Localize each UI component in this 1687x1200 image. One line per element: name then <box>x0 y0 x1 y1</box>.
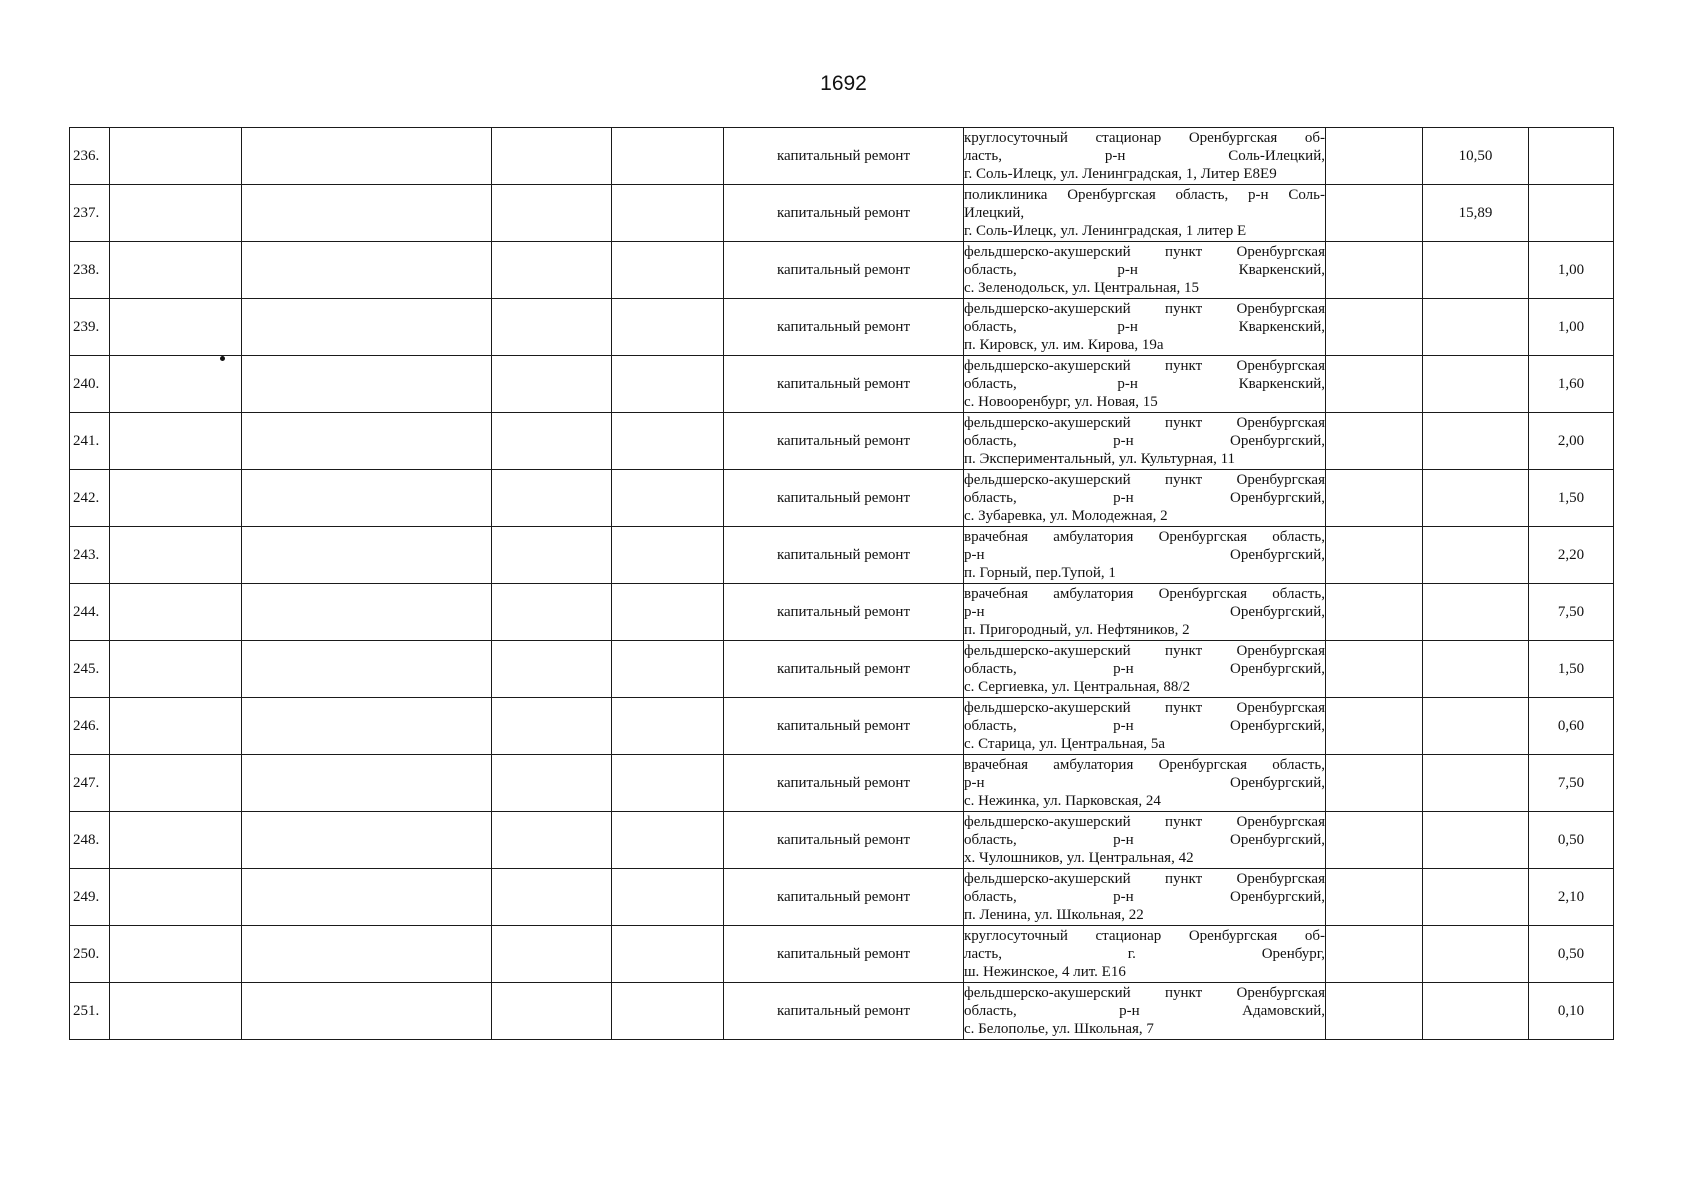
address-line-1: врачебная амбулатория Оренбургская область, <box>964 757 1325 773</box>
amount-column-a <box>1423 926 1529 983</box>
address-line-1: фельдшерско-акушерский пункт Оренбургская <box>964 358 1325 374</box>
work-type: капитальный ремонт <box>724 584 964 641</box>
empty-cell <box>492 470 612 527</box>
work-type: капитальный ремонт <box>724 869 964 926</box>
address-line-1: фельдшерско-акушерский пункт Оренбургская <box>964 643 1325 659</box>
address-line-2: область, р-н Адамовский, <box>964 1003 1325 1019</box>
empty-cell <box>612 185 724 242</box>
amount-column-a: 10,50 <box>1423 128 1529 185</box>
table-row <box>70 584 1614 641</box>
address-line-2: Илецкий, <box>964 205 1025 221</box>
empty-cell <box>492 356 612 413</box>
amount-column-a <box>1423 299 1529 356</box>
empty-cell <box>492 413 612 470</box>
facility-address <box>964 299 1326 356</box>
empty-cell <box>242 128 492 185</box>
amount-column-b: 0,50 <box>1529 812 1614 869</box>
empty-cell <box>110 413 242 470</box>
facility-address <box>964 812 1326 869</box>
address-line-2: область, р-н Оренбургский, <box>964 433 1325 449</box>
table-row <box>70 527 1614 584</box>
amount-column-b: 7,50 <box>1529 584 1614 641</box>
work-type: капитальный ремонт <box>724 527 964 584</box>
empty-cell <box>612 299 724 356</box>
amount-column-b: 1,50 <box>1529 470 1614 527</box>
empty-cell <box>242 413 492 470</box>
empty-cell <box>110 242 242 299</box>
address-line-3: ш. Нежинское, 4 лит. Е16 <box>964 964 1126 980</box>
empty-cell <box>242 812 492 869</box>
empty-cell <box>492 869 612 926</box>
work-type: капитальный ремонт <box>724 755 964 812</box>
empty-cell <box>612 983 724 1040</box>
address-line-2: ласть, г. Оренбург, <box>964 946 1325 962</box>
empty-cell <box>110 812 242 869</box>
empty-cell <box>612 128 724 185</box>
row-number: 243. <box>70 527 110 584</box>
row-number: 241. <box>70 413 110 470</box>
empty-cell <box>1326 584 1423 641</box>
address-line-3: п. Горный, пер.Тупой, 1 <box>964 565 1116 581</box>
table-row <box>70 413 1614 470</box>
address-line-1: круглосуточный стационар Оренбургская об- <box>964 130 1325 146</box>
amount-column-b: 0,50 <box>1529 926 1614 983</box>
empty-cell <box>1326 470 1423 527</box>
work-type: капитальный ремонт <box>724 356 964 413</box>
amount-column-b <box>1529 128 1614 185</box>
empty-cell <box>242 983 492 1040</box>
amount-column-a <box>1423 698 1529 755</box>
address-line-3: с. Новооренбург, ул. Новая, 15 <box>964 394 1158 410</box>
empty-cell <box>1326 641 1423 698</box>
amount-column-b: 7,50 <box>1529 755 1614 812</box>
address-line-1: фельдшерско-акушерский пункт Оренбургская <box>964 814 1325 830</box>
address-line-2: область, р-н Кваркенский, <box>964 262 1325 278</box>
work-type: капитальный ремонт <box>724 470 964 527</box>
address-line-1: фельдшерско-акушерский пункт Оренбургская <box>964 301 1325 317</box>
empty-cell <box>612 242 724 299</box>
address-line-2: область, р-н Оренбургский, <box>964 661 1325 677</box>
work-type: капитальный ремонт <box>724 698 964 755</box>
empty-cell <box>110 584 242 641</box>
table-row <box>70 356 1614 413</box>
facility-address <box>964 641 1326 698</box>
address-line-1: фельдшерско-акушерский пункт Оренбургская <box>964 244 1325 260</box>
empty-cell <box>612 698 724 755</box>
address-line-2: р-н Оренбургский, <box>964 547 1325 563</box>
address-line-1: фельдшерско-акушерский пункт Оренбургская <box>964 415 1325 431</box>
address-line-1: фельдшерско-акушерский пункт Оренбургская <box>964 472 1325 488</box>
amount-column-a: 15,89 <box>1423 185 1529 242</box>
row-number: 237. <box>70 185 110 242</box>
amount-column-a <box>1423 584 1529 641</box>
amount-column-a <box>1423 470 1529 527</box>
table-row <box>70 641 1614 698</box>
empty-cell <box>492 527 612 584</box>
empty-cell <box>1326 242 1423 299</box>
work-type: капитальный ремонт <box>724 128 964 185</box>
empty-cell <box>110 527 242 584</box>
empty-cell <box>242 641 492 698</box>
empty-cell <box>612 470 724 527</box>
empty-cell <box>1326 413 1423 470</box>
address-line-3: г. Соль-Илецк, ул. Ленинградская, 1 литер Е <box>964 223 1247 239</box>
amount-column-a <box>1423 755 1529 812</box>
empty-cell <box>110 470 242 527</box>
address-line-3: п. Пригородный, ул. Нефтяников, 2 <box>964 622 1190 638</box>
row-number: 246. <box>70 698 110 755</box>
facility-address <box>964 698 1326 755</box>
table-row <box>70 926 1614 983</box>
row-number: 249. <box>70 869 110 926</box>
empty-cell <box>1326 755 1423 812</box>
amount-column-b: 1,00 <box>1529 299 1614 356</box>
address-line-1: врачебная амбулатория Оренбургская область, <box>964 529 1325 545</box>
address-line-2: область, р-н Кваркенский, <box>964 319 1325 335</box>
empty-cell <box>1326 983 1423 1040</box>
facility-address <box>964 470 1326 527</box>
table-row <box>70 869 1614 926</box>
address-line-3: с. Зеленодольск, ул. Центральная, 15 <box>964 280 1200 296</box>
row-number: 248. <box>70 812 110 869</box>
empty-cell <box>242 869 492 926</box>
empty-cell <box>1326 698 1423 755</box>
address-line-3: п. Экспериментальный, ул. Культурная, 11 <box>964 451 1236 467</box>
empty-cell <box>492 185 612 242</box>
row-number: 238. <box>70 242 110 299</box>
table-row <box>70 299 1614 356</box>
address-line-2: р-н Оренбургский, <box>964 775 1325 791</box>
empty-cell <box>492 128 612 185</box>
empty-cell <box>242 185 492 242</box>
empty-cell <box>1326 926 1423 983</box>
facility-address <box>964 128 1326 185</box>
empty-cell <box>110 299 242 356</box>
row-number: 250. <box>70 926 110 983</box>
facility-address <box>964 356 1326 413</box>
table-row <box>70 812 1614 869</box>
empty-cell <box>110 356 242 413</box>
empty-cell <box>1326 869 1423 926</box>
facility-address <box>964 983 1326 1040</box>
row-number: 251. <box>70 983 110 1040</box>
empty-cell <box>492 641 612 698</box>
empty-cell <box>492 755 612 812</box>
facility-address <box>964 185 1326 242</box>
empty-cell <box>110 185 242 242</box>
empty-cell <box>612 926 724 983</box>
empty-cell <box>492 926 612 983</box>
facility-address <box>964 584 1326 641</box>
address-line-1: фельдшерско-акушерский пункт Оренбургская <box>964 700 1325 716</box>
amount-column-a <box>1423 641 1529 698</box>
address-line-3: с. Зубаревка, ул. Молодежная, 2 <box>964 508 1168 524</box>
address-line-3: х. Чулошников, ул. Центральная, 42 <box>964 850 1194 866</box>
address-line-3: с. Белополье, ул. Школьная, 7 <box>964 1021 1154 1037</box>
empty-cell <box>242 242 492 299</box>
address-line-2: область, р-н Оренбургский, <box>964 490 1325 506</box>
work-type: капитальный ремонт <box>724 983 964 1040</box>
empty-cell <box>242 755 492 812</box>
empty-cell <box>1326 356 1423 413</box>
empty-cell <box>242 527 492 584</box>
facility-address <box>964 527 1326 584</box>
address-line-3: п. Кировск, ул. им. Кирова, 19а <box>964 337 1164 353</box>
facility-address <box>964 926 1326 983</box>
repair-table <box>69 127 1614 1040</box>
empty-cell <box>242 470 492 527</box>
address-line-1: фельдшерско-акушерский пункт Оренбургская <box>964 871 1325 887</box>
amount-column-b: 1,00 <box>1529 242 1614 299</box>
address-line-3: г. Соль-Илецк, ул. Ленинградская, 1, Литер Е8Е9 <box>964 166 1277 182</box>
empty-cell <box>492 983 612 1040</box>
empty-cell <box>110 869 242 926</box>
address-line-3: с. Старица, ул. Центральная, 5а <box>964 736 1166 752</box>
amount-column-a <box>1423 983 1529 1040</box>
address-line-2: область, р-н Кваркенский, <box>964 376 1325 392</box>
amount-column-b: 2,20 <box>1529 527 1614 584</box>
row-number: 236. <box>70 128 110 185</box>
amount-column-a <box>1423 356 1529 413</box>
row-number: 240. <box>70 356 110 413</box>
facility-address <box>964 413 1326 470</box>
address-line-1: круглосуточный стационар Оренбургская об- <box>964 928 1325 944</box>
empty-cell <box>492 299 612 356</box>
amount-column-a <box>1423 413 1529 470</box>
table-row <box>70 470 1614 527</box>
work-type: капитальный ремонт <box>724 926 964 983</box>
table-row <box>70 185 1614 242</box>
address-line-1: фельдшерско-акушерский пункт Оренбургская <box>964 985 1325 1001</box>
address-line-2: ласть, р-н Соль-Илецкий, <box>964 148 1325 164</box>
empty-cell <box>492 698 612 755</box>
table-row <box>70 983 1614 1040</box>
amount-column-a <box>1423 869 1529 926</box>
page-number: 1692 <box>820 72 867 95</box>
address-line-2: область, р-н Оренбургский, <box>964 718 1325 734</box>
row-number: 245. <box>70 641 110 698</box>
table-row <box>70 698 1614 755</box>
empty-cell <box>612 812 724 869</box>
amount-column-b: 2,00 <box>1529 413 1614 470</box>
table-row <box>70 755 1614 812</box>
empty-cell <box>612 413 724 470</box>
amount-column-b: 1,50 <box>1529 641 1614 698</box>
empty-cell <box>1326 128 1423 185</box>
address-line-1: врачебная амбулатория Оренбургская область, <box>964 586 1325 602</box>
address-line-3: п. Ленина, ул. Школьная, 22 <box>964 907 1144 923</box>
empty-cell <box>1326 527 1423 584</box>
address-line-2: р-н Оренбургский, <box>964 604 1325 620</box>
empty-cell <box>1326 812 1423 869</box>
empty-cell <box>242 926 492 983</box>
amount-column-b: 2,10 <box>1529 869 1614 926</box>
work-type: капитальный ремонт <box>724 299 964 356</box>
row-number: 239. <box>70 299 110 356</box>
facility-address <box>964 869 1326 926</box>
address-line-2: область, р-н Оренбургский, <box>964 889 1325 905</box>
empty-cell <box>110 926 242 983</box>
empty-cell <box>1326 299 1423 356</box>
amount-column-a <box>1423 242 1529 299</box>
address-line-3: с. Сергиевка, ул. Центральная, 88/2 <box>964 679 1191 695</box>
work-type: капитальный ремонт <box>724 812 964 869</box>
empty-cell <box>492 812 612 869</box>
empty-cell <box>110 983 242 1040</box>
empty-cell <box>612 869 724 926</box>
work-type: капитальный ремонт <box>724 185 964 242</box>
facility-address <box>964 242 1326 299</box>
row-number: 244. <box>70 584 110 641</box>
address-line-3: с. Нежинка, ул. Парковская, 24 <box>964 793 1161 809</box>
empty-cell <box>612 584 724 641</box>
address-line-2: область, р-н Оренбургский, <box>964 832 1325 848</box>
facility-address <box>964 755 1326 812</box>
row-number: 247. <box>70 755 110 812</box>
empty-cell <box>492 584 612 641</box>
empty-cell <box>1326 185 1423 242</box>
table-row <box>70 242 1614 299</box>
empty-cell <box>110 128 242 185</box>
empty-cell <box>242 299 492 356</box>
amount-column-a <box>1423 527 1529 584</box>
amount-column-b: 0,60 <box>1529 698 1614 755</box>
stray-dot-mark <box>220 356 225 361</box>
empty-cell <box>110 755 242 812</box>
empty-cell <box>242 584 492 641</box>
empty-cell <box>242 698 492 755</box>
amount-column-a <box>1423 812 1529 869</box>
amount-column-b: 1,60 <box>1529 356 1614 413</box>
address-line-1: поликлиника Оренбургская область, р-н Соль- <box>964 187 1325 203</box>
empty-cell <box>110 698 242 755</box>
empty-cell <box>242 356 492 413</box>
empty-cell <box>110 641 242 698</box>
empty-cell <box>612 356 724 413</box>
empty-cell <box>492 242 612 299</box>
amount-column-b <box>1529 185 1614 242</box>
work-type: капитальный ремонт <box>724 242 964 299</box>
amount-column-b: 0,10 <box>1529 983 1614 1040</box>
row-number: 242. <box>70 470 110 527</box>
work-type: капитальный ремонт <box>724 641 964 698</box>
empty-cell <box>612 641 724 698</box>
work-type: капитальный ремонт <box>724 413 964 470</box>
table-row <box>70 128 1614 185</box>
empty-cell <box>612 527 724 584</box>
empty-cell <box>612 755 724 812</box>
table-body <box>70 128 1614 1040</box>
